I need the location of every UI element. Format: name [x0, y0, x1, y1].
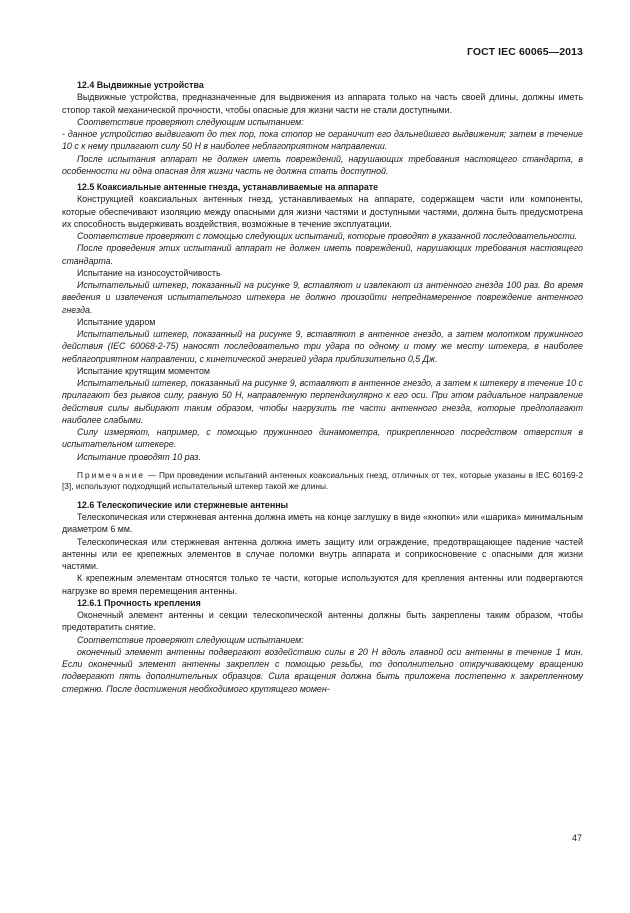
note-label: Примечание	[77, 469, 146, 480]
paragraph: Оконечный элемент антенны и секции телескопической антенны должны быть закреплены таким образом, чтобы предотвратить снятие.	[62, 610, 583, 633]
note-text: — При проведении испытаний антенных коаксиальных гнезд, отличных от тех, которые указаны в IEC 60169-2 [3], используют подходящий испытательный штекер такой же длины.	[62, 469, 583, 492]
section-heading: 12.6.1 Прочность крепления	[77, 597, 201, 608]
paragraph: После проведения этих испытаний аппарат не должен иметь повреждений, нарушающих требования настоящего стандарта.	[62, 243, 583, 266]
paragraph: Силу измеряют, например, с помощью пружинного динамометра, прикрепленного посредством отверстия в испытательном штекере.	[62, 427, 583, 450]
paragraph: Соответствие проверяют следующим испытанием:	[77, 634, 304, 645]
paragraph: Испытательный штекер, показанный на рисунке 9, вставляют в антенное гнездо, а затем молотком пружинного действия (IEC 60068-2-75) наносят последовательно три удара по одному и тому же месту штекера, в наиболее неблагоприятном направлении, с кинетической энергией удара приблизительно 0,5 Дж.	[62, 329, 583, 364]
paragraph: - данное устройство выдвигают до тех пор, пока стопор не ограничит его дальнейшего выдвижения; затем в течение 10 с к нему прилагают силу 50 Н в наиболее неблагоприятном направлении.	[62, 129, 583, 152]
paragraph: К крепежным элементам относятся только те части, которые используются для крепления антенны или подвергаются нагрузке во время перемещения антенны.	[62, 573, 583, 596]
section-heading: 12.6 Телескопические или стержневые антенны	[77, 499, 289, 510]
page-number: 47	[571, 833, 582, 843]
paragraph: Испытание ударом	[77, 316, 156, 327]
paragraph: Испытательный штекер, показанный на рисунке 9, вставляют и извлекают из антенного гнезда 100 раз. Во время введения и извлечения испытательного штекера не должно произойти непреднамеренное повреждение антенного гнезда.	[62, 280, 583, 315]
paragraph: После испытания аппарат не должен иметь повреждений, нарушающих требования настоящего стандарта, в особенности ни одна опасная для жизни часть не должна стать доступной.	[62, 153, 583, 176]
paragraph: Выдвижные устройства, предназначенные для выдвижения из аппарата только на часть своей длины, должны иметь стопор такой механической прочности, чтобы опасные для жизни части не стали доступными.	[62, 92, 583, 115]
paragraph: Телескопическая или стержневая антенна должна иметь на конце заглушку в виде «кнопки» или «шарика» минимальным диаметром 6 мм.	[62, 512, 583, 535]
paragraph: оконечный элемент антенны подвергают воздействию силы в 20 Н вдоль главной оси антенны в течение 1 мин. Если оконечный элемент антенны закреплен с помощью резьбы, то дополнительно откручивающему вращению подвергают пять дополнительных образцов. Сила вращения должна быть приложена постепенно к закрепленному стержню. После достижения необходимого крутящего момен-	[62, 646, 583, 694]
section-heading: 12.5 Коаксиальные антенные гнезда, устанавливаемые на аппарате	[77, 182, 379, 192]
paragraph: Испытание крутящим моментом	[77, 365, 210, 376]
paragraph: Соответствие проверяют следующим испытанием:	[77, 116, 304, 127]
section-heading: 12.4 Выдвижные устройства	[77, 80, 204, 90]
paragraph: Телескопическая или стержневая антенна должна иметь защиту или ограждение, предотвращающее падение частей антенны или ее крепежных элементов в случае поломки внутрь аппарата и соприкосновение с опасными для жизни частями.	[62, 536, 583, 571]
paragraph: Испытание проводят 10 раз.	[77, 451, 201, 462]
paragraph: Испытательный штекер, показанный на рисунке 9, вставляют в антенное гнездо, а затем к штекеру в течение 10 с прилагают без рывков силу, равную 50 Н, направленную перпендикулярно к его оси. При этом радиальное направление действия силы выбирают таким образом, чтобы нагрузить те части антенного гнезда, которые предполагают наиболее слабыми.	[62, 378, 583, 425]
paragraph: Соответствие проверяют с помощью следующих испытаний, которые проводят в указанной последовательности.	[77, 231, 578, 241]
document-body	[62, 79, 583, 695]
note	[62, 470, 583, 493]
paragraph: Конструкцией коаксиальных антенных гнезд, устанавливаемых на аппарате, содержащем части или компоненты, которые обеспечивают изоляцию между опасными для жизни частями и доступными частями, должна быть предусмотрена их способность выдерживать воздействия, возможные в течение эксплуатации.	[62, 194, 583, 229]
standard-header: ГОСТ IEC 60065—2013	[466, 46, 583, 58]
paragraph: Испытание на износоустойчивость	[77, 267, 221, 278]
